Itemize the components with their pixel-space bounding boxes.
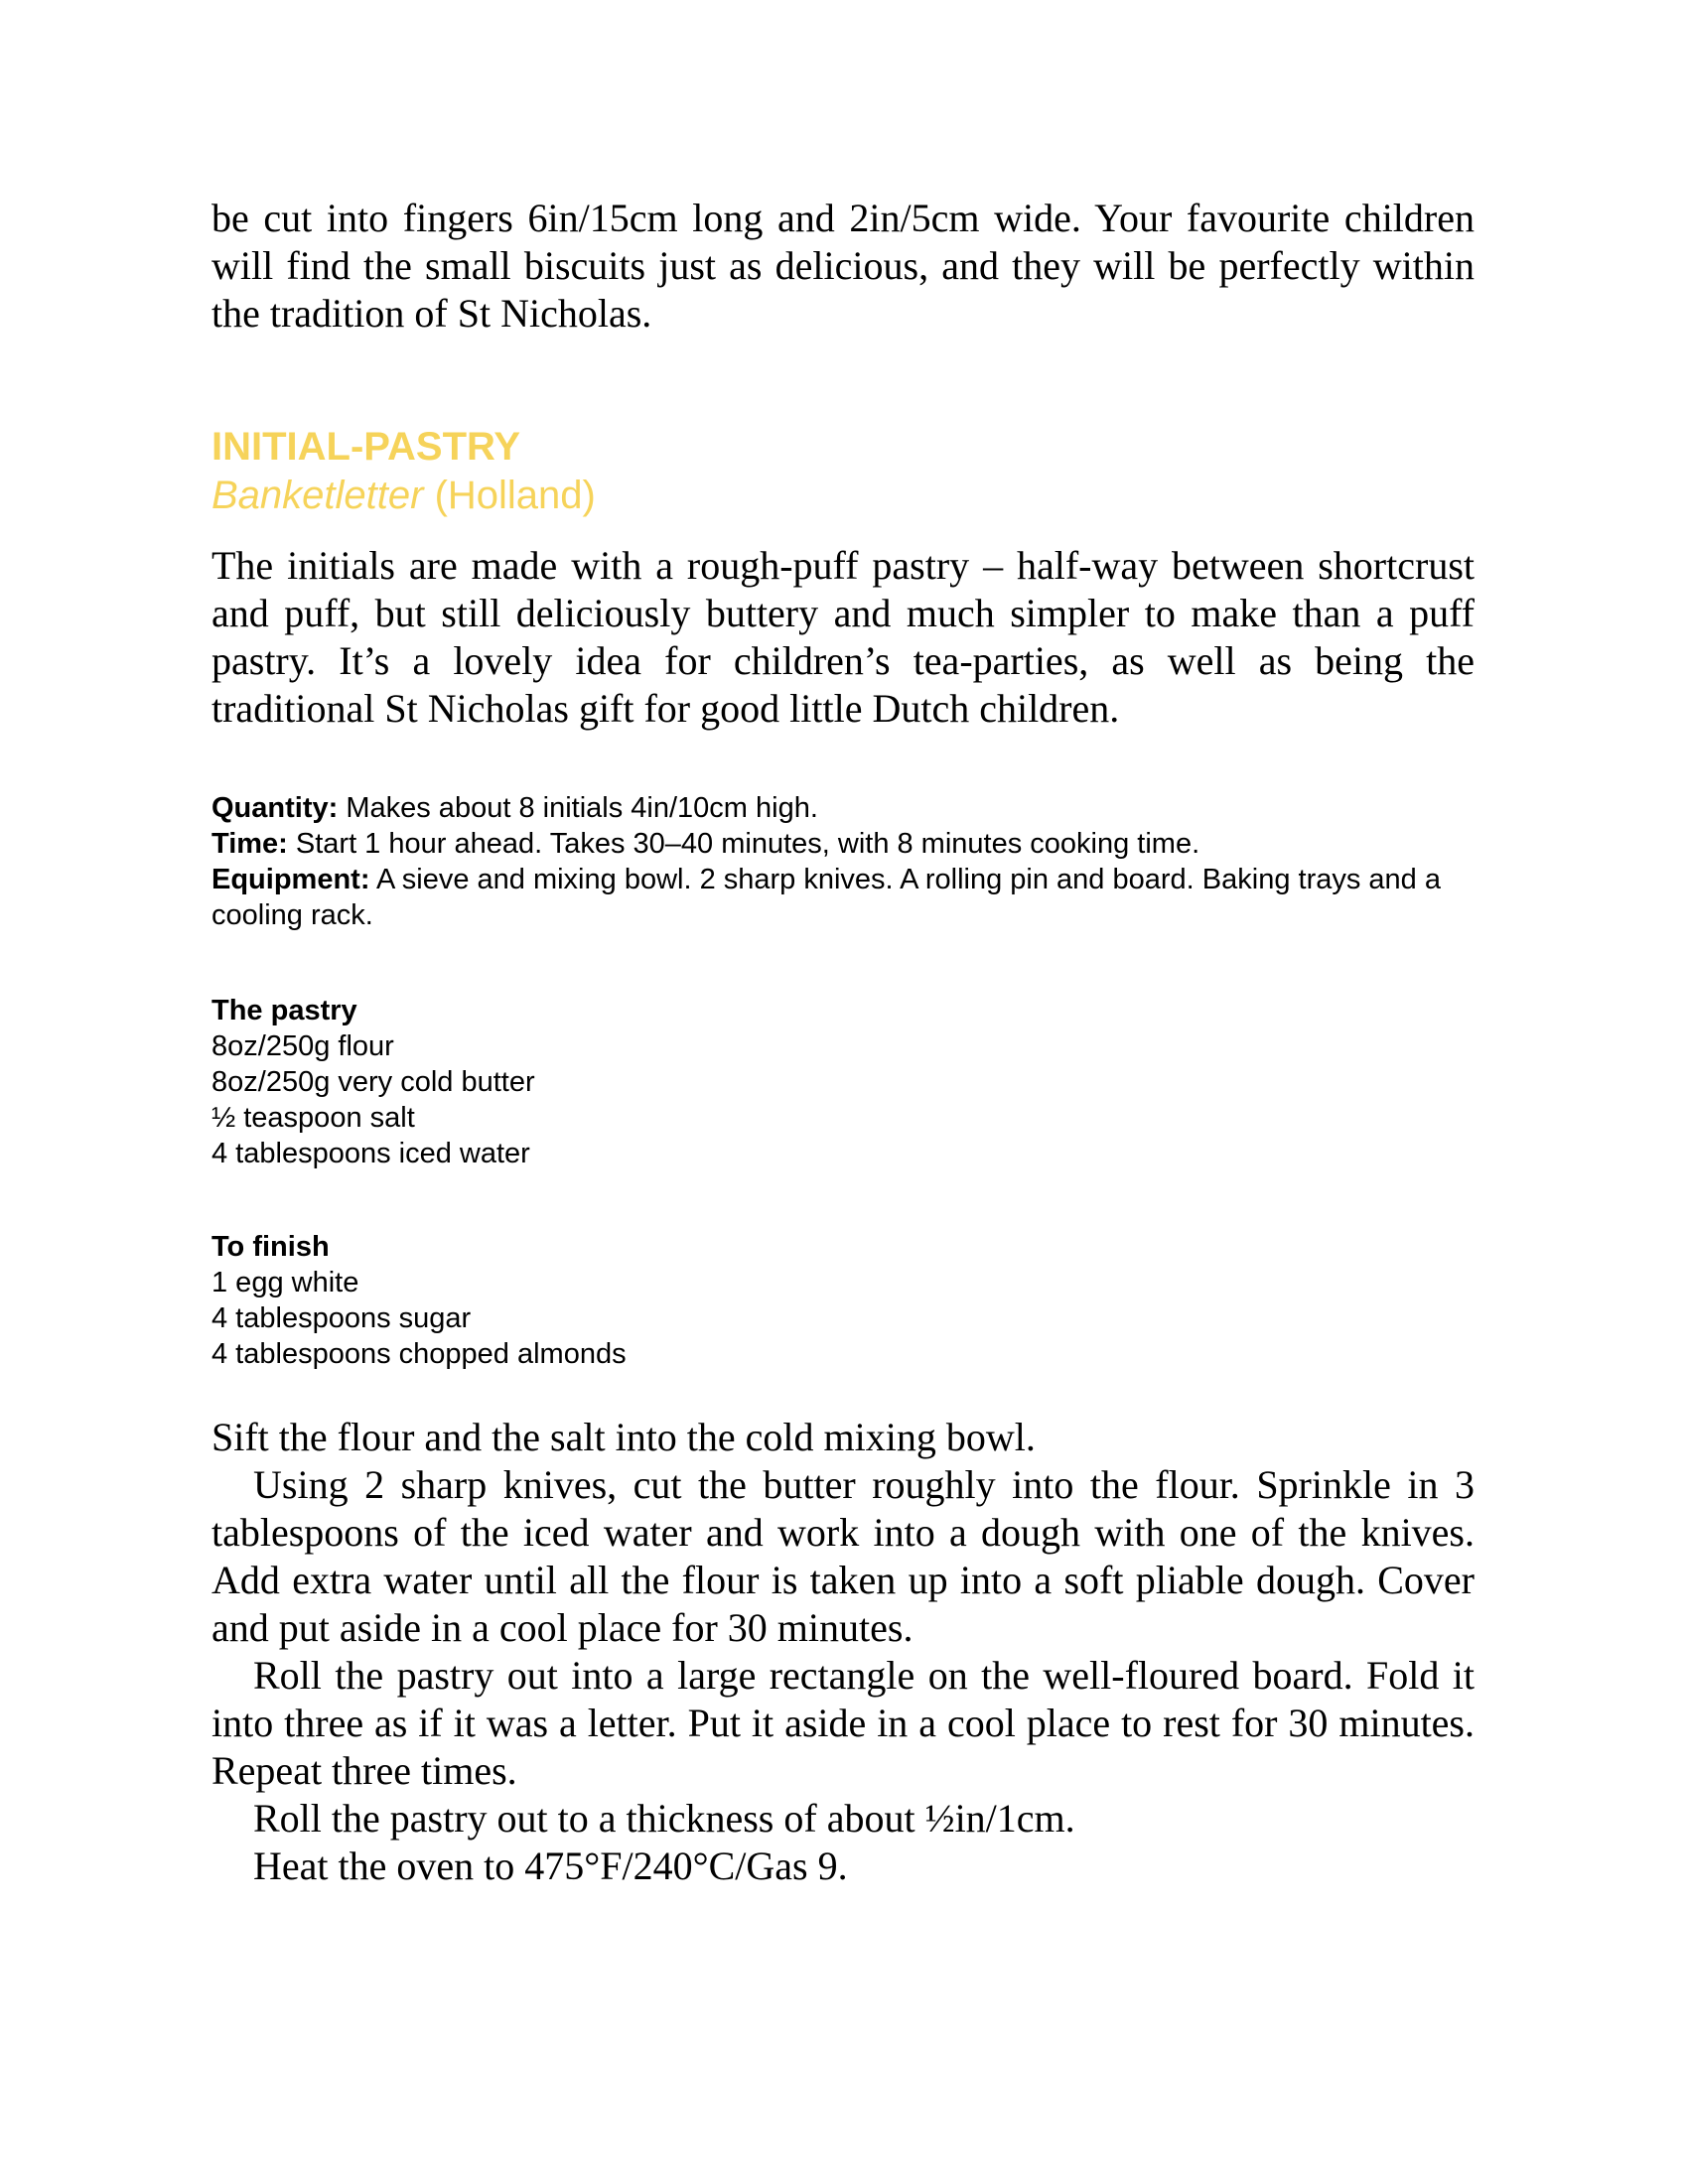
pastry-heading: The pastry bbox=[211, 995, 357, 1026]
list-item: 4 tablespoons sugar bbox=[211, 1302, 472, 1334]
time-label: Time: bbox=[211, 828, 288, 860]
method-step: Using 2 sharp knives, cut the butter roughly into the flour. Sprinkle in 3 tablespoons of the iced water and work into a dough with one of the knives. Add extra water until all the flour is taken up into a soft pliable dough. Cover and put aside in a cool place for 30 minutes. bbox=[211, 1462, 1475, 1650]
quantity-label: Quantity: bbox=[211, 792, 339, 824]
page-content bbox=[211, 195, 1475, 1890]
time-line bbox=[211, 826, 1475, 862]
recipe-title: INITIAL-PASTRY bbox=[211, 425, 521, 469]
time-value: Start 1 hour ahead. Takes 30–40 minutes, with 8 minutes cooking time. bbox=[287, 828, 1200, 860]
intro-paragraph bbox=[211, 195, 1475, 338]
method-step: Roll the pastry out into a large rectangle on the well-floured board. Fold it into three as if it was a letter. Put it aside in a cool place to rest for 30 minutes. Repeat three times. bbox=[211, 1653, 1475, 1793]
recipe-subtitle-italic: Banketletter bbox=[211, 474, 424, 517]
method-steps bbox=[211, 1414, 1475, 1890]
intro-text: be cut into fingers 6in/15cm long and 2in/5cm wide. Your favourite children will find the small biscuits just as delicious, and they will be perfectly within the tradition of St Nicholas. bbox=[211, 196, 1475, 336]
quantity-line bbox=[211, 790, 1475, 826]
method-step: Heat the oven to 475°F/240°C/Gas 9. bbox=[253, 1843, 848, 1888]
equipment-value: A sieve and mixing bowl. 2 sharp knives. A rolling pin and board. Baking trays and a cooling rack. bbox=[211, 864, 1441, 931]
recipe-description bbox=[211, 542, 1475, 733]
recipe-subtitle bbox=[211, 471, 1475, 520]
list-item: ½ teaspoon salt bbox=[211, 1102, 415, 1134]
equipment-label: Equipment: bbox=[211, 864, 370, 895]
recipe-description-text: The initials are made with a rough-puff pastry – half-way between shortcrust and puff, but still deliciously buttery and much simpler to make than a puff pastry. It’s a lovely idea for children’s tea-parties, as well as being the traditional St Nicholas gift for good little Dutch children. bbox=[211, 543, 1475, 731]
finish-ingredients bbox=[211, 1229, 1475, 1372]
method-step: Roll the pastry out to a thickness of about ½in/1cm. bbox=[253, 1796, 1075, 1841]
recipe-info bbox=[211, 790, 1475, 933]
equipment-line bbox=[211, 862, 1475, 933]
list-item: 8oz/250g flour bbox=[211, 1030, 394, 1062]
list-item: 8oz/250g very cold butter bbox=[211, 1066, 535, 1098]
quantity-value: Makes about 8 initials 4in/10cm high. bbox=[338, 792, 818, 824]
list-item: 4 tablespoons iced water bbox=[211, 1138, 530, 1169]
method-step: Sift the flour and the salt into the cold mixing bowl. bbox=[211, 1415, 1036, 1459]
list-item: 4 tablespoons chopped almonds bbox=[211, 1338, 627, 1370]
finish-heading: To finish bbox=[211, 1231, 330, 1263]
pastry-ingredients bbox=[211, 993, 1475, 1171]
recipe-subtitle-region: (Holland) bbox=[423, 474, 596, 517]
list-item: 1 egg white bbox=[211, 1267, 359, 1298]
